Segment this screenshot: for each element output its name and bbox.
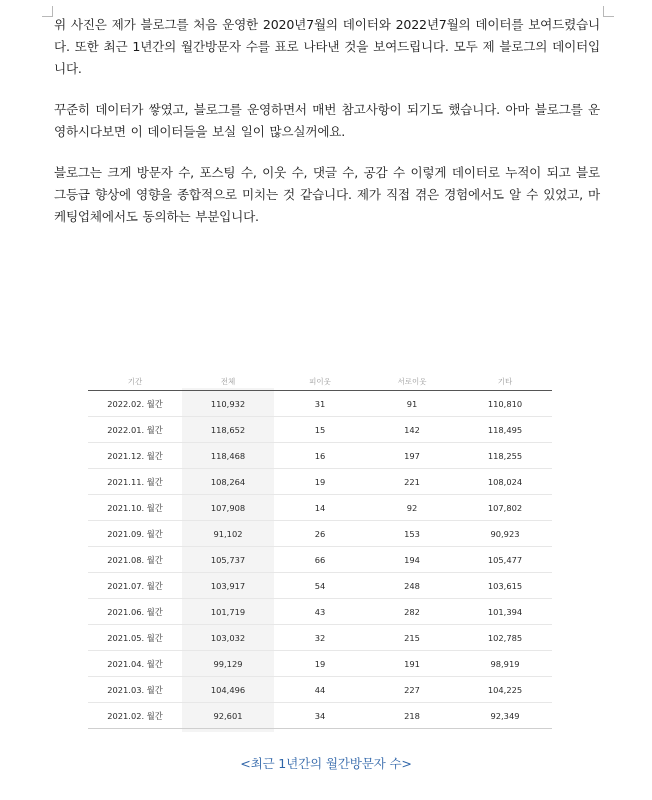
table-row bbox=[88, 703, 552, 729]
table-row bbox=[88, 573, 552, 599]
cell-other: 102,785 bbox=[458, 625, 552, 651]
table-row bbox=[88, 547, 552, 573]
cell-neighbor: 16 bbox=[274, 443, 366, 469]
cell-total: 110,932 bbox=[182, 391, 274, 417]
paragraph-1: 위 사진은 제가 블로그를 처음 운영한 2020년7월의 데이터와 2022년7월의 데이터를 보여드렸습니다. 또한 최근 1년간의 월간방문자 수를 표로 나타낸 것을 보여드립니다. 모두 제 블로그의 데이터입니다. bbox=[54, 17, 600, 76]
cell-neighbor: 15 bbox=[274, 417, 366, 443]
header-total: 전체 bbox=[182, 376, 274, 391]
cell-period: 2022.01. 월간 bbox=[88, 417, 182, 443]
header-mutual-neighbor: 서로이웃 bbox=[366, 376, 458, 391]
cell-other: 101,394 bbox=[458, 599, 552, 625]
crop-mark-top-left bbox=[42, 6, 53, 17]
visitor-stats-table bbox=[88, 376, 552, 729]
header-period: 기간 bbox=[88, 376, 182, 391]
cell-mutual-neighbor: 248 bbox=[366, 573, 458, 599]
cell-other: 90,923 bbox=[458, 521, 552, 547]
cell-other: 118,255 bbox=[458, 443, 552, 469]
table-row bbox=[88, 651, 552, 677]
cell-mutual-neighbor: 227 bbox=[366, 677, 458, 703]
cell-neighbor: 32 bbox=[274, 625, 366, 651]
cell-other: 104,225 bbox=[458, 677, 552, 703]
cell-neighbor: 43 bbox=[274, 599, 366, 625]
header-neighbor: 피이웃 bbox=[274, 376, 366, 391]
cell-period: 2021.08. 월간 bbox=[88, 547, 182, 573]
cell-period: 2021.10. 월간 bbox=[88, 495, 182, 521]
table-row bbox=[88, 677, 552, 703]
table-row bbox=[88, 443, 552, 469]
cell-period: 2021.03. 월간 bbox=[88, 677, 182, 703]
cell-total: 118,468 bbox=[182, 443, 274, 469]
paragraph-2: 꾸준히 데이터가 쌓였고, 블로그를 운영하면서 매번 참고사항이 되기도 했습니다. 아마 블로그를 운영하시다보면 이 데이터들을 보실 일이 많으실꺼에요. bbox=[54, 102, 600, 139]
cell-mutual-neighbor: 191 bbox=[366, 651, 458, 677]
cell-total: 108,264 bbox=[182, 469, 274, 495]
cell-mutual-neighbor: 153 bbox=[366, 521, 458, 547]
cell-total: 103,032 bbox=[182, 625, 274, 651]
cell-other: 107,802 bbox=[458, 495, 552, 521]
cell-other: 92,349 bbox=[458, 703, 552, 729]
cell-total: 92,601 bbox=[182, 703, 274, 729]
cell-total: 99,129 bbox=[182, 651, 274, 677]
body-text bbox=[54, 14, 600, 247]
cell-total: 103,917 bbox=[182, 573, 274, 599]
table-row bbox=[88, 521, 552, 547]
table-caption: <최근 1년간의 월간방문자 수> bbox=[240, 756, 412, 771]
cell-period: 2021.12. 월간 bbox=[88, 443, 182, 469]
cell-other: 105,477 bbox=[458, 547, 552, 573]
cell-mutual-neighbor: 282 bbox=[366, 599, 458, 625]
cell-neighbor: 44 bbox=[274, 677, 366, 703]
cell-neighbor: 66 bbox=[274, 547, 366, 573]
crop-mark-top-right bbox=[603, 6, 614, 17]
cell-neighbor: 31 bbox=[274, 391, 366, 417]
paragraph-3: 블로그는 크게 방문자 수, 포스팅 수, 이웃 수, 댓글 수, 공감 수 이렇게 데이터로 누적이 되고 블로그등급 향상에 영향을 종합적으로 미치는 것 같습니다. 제가 직접 겪은 경험에서도 알 수 있었고, 마케팅업체에서도 동의하는 부분입니다. bbox=[54, 165, 600, 224]
cell-mutual-neighbor: 215 bbox=[366, 625, 458, 651]
cell-period: 2021.09. 월간 bbox=[88, 521, 182, 547]
table-row bbox=[88, 469, 552, 495]
cell-mutual-neighbor: 194 bbox=[366, 547, 458, 573]
cell-total: 104,496 bbox=[182, 677, 274, 703]
cell-other: 103,615 bbox=[458, 573, 552, 599]
cell-other: 118,495 bbox=[458, 417, 552, 443]
cell-neighbor: 14 bbox=[274, 495, 366, 521]
cell-period: 2021.11. 월간 bbox=[88, 469, 182, 495]
cell-total: 105,737 bbox=[182, 547, 274, 573]
header-other: 기타 bbox=[458, 376, 552, 391]
table-row bbox=[88, 417, 552, 443]
cell-other: 110,810 bbox=[458, 391, 552, 417]
cell-mutual-neighbor: 92 bbox=[366, 495, 458, 521]
cell-total: 118,652 bbox=[182, 417, 274, 443]
cell-other: 108,024 bbox=[458, 469, 552, 495]
cell-neighbor: 19 bbox=[274, 469, 366, 495]
cell-mutual-neighbor: 142 bbox=[366, 417, 458, 443]
cell-total: 101,719 bbox=[182, 599, 274, 625]
cell-neighbor: 34 bbox=[274, 703, 366, 729]
cell-neighbor: 54 bbox=[274, 573, 366, 599]
table-row bbox=[88, 391, 552, 417]
cell-total: 107,908 bbox=[182, 495, 274, 521]
cell-period: 2021.02. 월간 bbox=[88, 703, 182, 729]
cell-period: 2021.04. 월간 bbox=[88, 651, 182, 677]
cell-mutual-neighbor: 197 bbox=[366, 443, 458, 469]
table-header-row bbox=[88, 376, 552, 391]
cell-mutual-neighbor: 218 bbox=[366, 703, 458, 729]
cell-period: 2021.05. 월간 bbox=[88, 625, 182, 651]
cell-other: 98,919 bbox=[458, 651, 552, 677]
table-row bbox=[88, 495, 552, 521]
cell-period: 2022.02. 월간 bbox=[88, 391, 182, 417]
cell-mutual-neighbor: 221 bbox=[366, 469, 458, 495]
cell-total: 91,102 bbox=[182, 521, 274, 547]
cell-period: 2021.07. 월간 bbox=[88, 573, 182, 599]
cell-period: 2021.06. 월간 bbox=[88, 599, 182, 625]
cell-mutual-neighbor: 91 bbox=[366, 391, 458, 417]
table-row bbox=[88, 599, 552, 625]
cell-neighbor: 26 bbox=[274, 521, 366, 547]
cell-neighbor: 19 bbox=[274, 651, 366, 677]
table-row bbox=[88, 625, 552, 651]
